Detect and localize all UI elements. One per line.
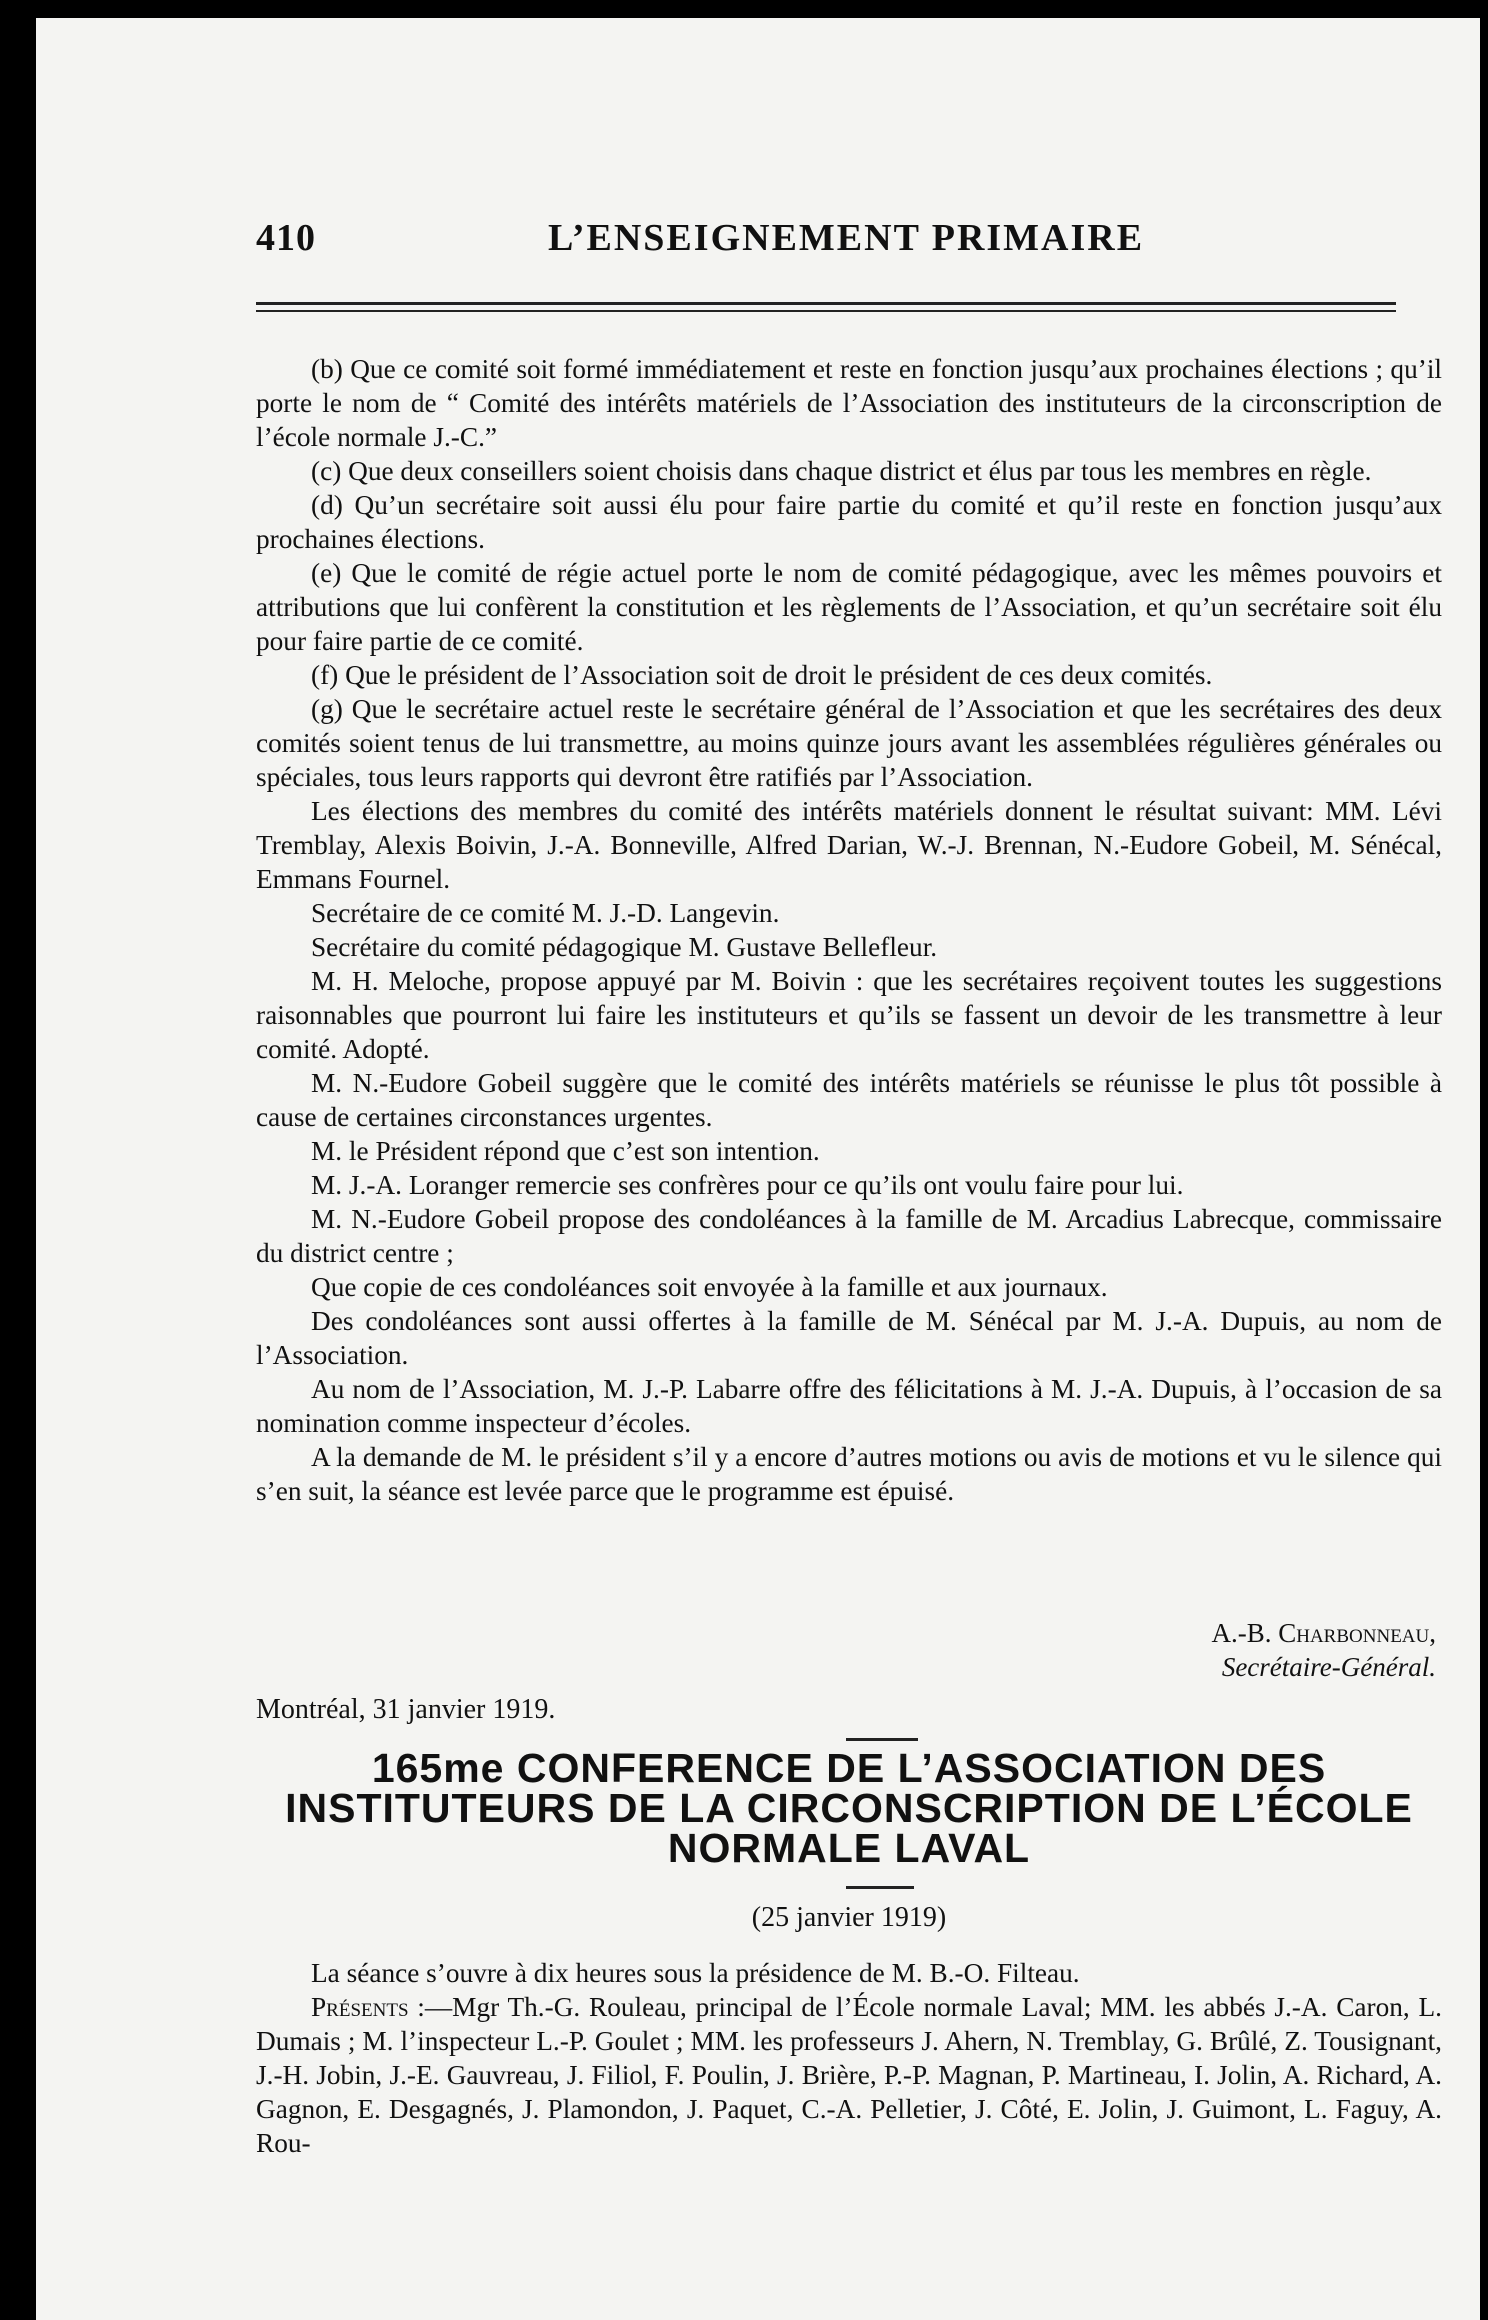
paragraph: (f) Que le président de l’Association soit de droit le président de ces deux comités. [311, 660, 1213, 690]
paragraph: (g) Que le secrétaire actuel reste le secrétaire général de l’Association et que les secrétaires des deux comités soient tenus de lui transmettre, au moins quinze jours avant les assemblées régulières générales ou spéciales, tous leurs rapports qui devront être ratifiés par l’Association. [256, 694, 1442, 792]
page-number: 410 [256, 217, 316, 259]
paragraph: Les élections des membres du comité des intérêts matériels donnent le résultat suivant: MM. Lévi Tremblay, Alexis Boivin, J.-A. Bonneville, Alfred Darian, W.-J. Brennan, N.-Eudore Gobeil, M. Sénécal, Emmans Fournel. [256, 796, 1442, 894]
paragraph: M. N.-Eudore Gobeil propose des condoléances à la famille de M. Arcadius Labrecque, commissaire du district centre ; [256, 1204, 1442, 1268]
paragraph: Des condoléances sont aussi offertes à la famille de M. Sénécal par M. J.-A. Dupuis, au nom de l’Association. [256, 1306, 1442, 1370]
paragraph: Au nom de l’Association, M. J.-P. Labarre offre des félicitations à M. J.-A. Dupuis, à l’occasion de sa nomination comme inspecteur d’écoles. [256, 1374, 1442, 1438]
section-date: (25 janvier 1919) [751, 1902, 947, 1933]
header-rule-inner [256, 310, 1396, 312]
section-body [256, 1956, 1442, 2160]
paragraph: (c) Que deux conseillers soient choisis dans chaque district et élus par tous les membres en règle. [311, 456, 1372, 486]
paragraph: M. J.-A. Loranger remercie ses confrères pour ce qu’ils ont voulu faire pour lui. [311, 1170, 1184, 1200]
paragraph: (d) Qu’un secrétaire soit aussi élu pour faire partie du comité et qu’il reste en fonction jusqu’aux prochaines élections. [256, 490, 1442, 554]
running-header [256, 216, 1476, 266]
journal-title: L’ENSEIGNEMENT PRIMAIRE [548, 217, 1145, 259]
paragraph: Secrétaire de ce comité M. J.-D. Langevin. [311, 898, 780, 928]
opening-paragraph: La séance s’ouvre à dix heures sous la présidence de M. B.-O. Filteau. [311, 1958, 1080, 1988]
document-page [36, 18, 1480, 2320]
minutes-body [256, 352, 1442, 1508]
presents-label: Présents [311, 1992, 409, 2022]
paragraph: M. H. Meloche, propose appuyé par M. Boivin : que les secrétaires reçoivent toutes les suggestions raisonnables que pourront lui faire les instituteurs et qu’ils se fassent un devoir de les transmettre à leur comité. Adopté. [256, 966, 1442, 1064]
heading-divider [846, 1886, 914, 1889]
presents-list: :—Mgr Th.-G. Rouleau, principal de l’École normale Laval; MM. les abbés J.-A. Caron, L. Dumais ; M. l’inspecteur L.-P. Goulet ; MM. les professeurs J. Ahern, N. Tremblay, G. Brûlé, Z. Tousignant, J.-H. Jobin, J.-E. Gauvreau, J. Filiol, F. Poulin, J. Brière, P.-P. Magnan, P. Martineau, I. Jolin, A. Richard, A. Gagnon, E. Desgagnés, J. Plamondon, J. Paquet, C.-A. Pelletier, J. Côté, E. Jolin, J. Guimont, L. Faguy, A. Rou- [256, 1992, 1442, 2158]
section-divider [846, 1738, 918, 1741]
paragraph: M. le Président répond que c’est son intention. [311, 1136, 820, 1166]
paragraph: (e) Que le comité de régie actuel porte le nom de comité pédagogique, avec les mêmes pouvoirs et attributions que lui confèrent la constitution et les règlements de l’Association, et qu’un secrétaire soit élu pour faire partie de ce comité. [256, 558, 1442, 656]
section-heading: 165me CONFERENCE DE L’ASSOCIATION DES INSTITUTEURS DE LA CIRCONSCRIPTION DE L’ÉCOLE NORMALE LAVAL [285, 1745, 1413, 1871]
date-line: Montréal, 31 janvier 1919. [256, 1694, 556, 1725]
paragraph: A la demande de M. le président s’il y a encore d’autres motions ou avis de motions et vu le silence qui s’en suit, la séance est levée parce que le programme est épuisé. [256, 1442, 1442, 1506]
paragraph: (b) Que ce comité soit formé immédiatement et reste en fonction jusqu’aux prochaines élections ; qu’il porte le nom de “ Comité des intérêts matériels de l’Association des instituteurs de la circonscription de l’école normale J.-C.” [256, 354, 1442, 452]
header-rule [256, 302, 1396, 305]
signature-name: A.-B. Charbonneau, [1211, 1618, 1436, 1648]
paragraph: M. N.-Eudore Gobeil suggère que le comité des intérêts matériels se réunisse le plus tôt possible à cause de certaines circonstances urgentes. [256, 1068, 1442, 1132]
presents-paragraph [256, 1990, 1442, 2160]
paragraph: Que copie de ces condoléances soit envoyée à la famille et aux journaux. [311, 1272, 1108, 1302]
signature-role: Secrétaire-Général. [1221, 1652, 1436, 1682]
signature-block [1211, 1616, 1436, 1684]
paragraph: Secrétaire du comité pédagogique M. Gustave Bellefleur. [311, 932, 938, 962]
